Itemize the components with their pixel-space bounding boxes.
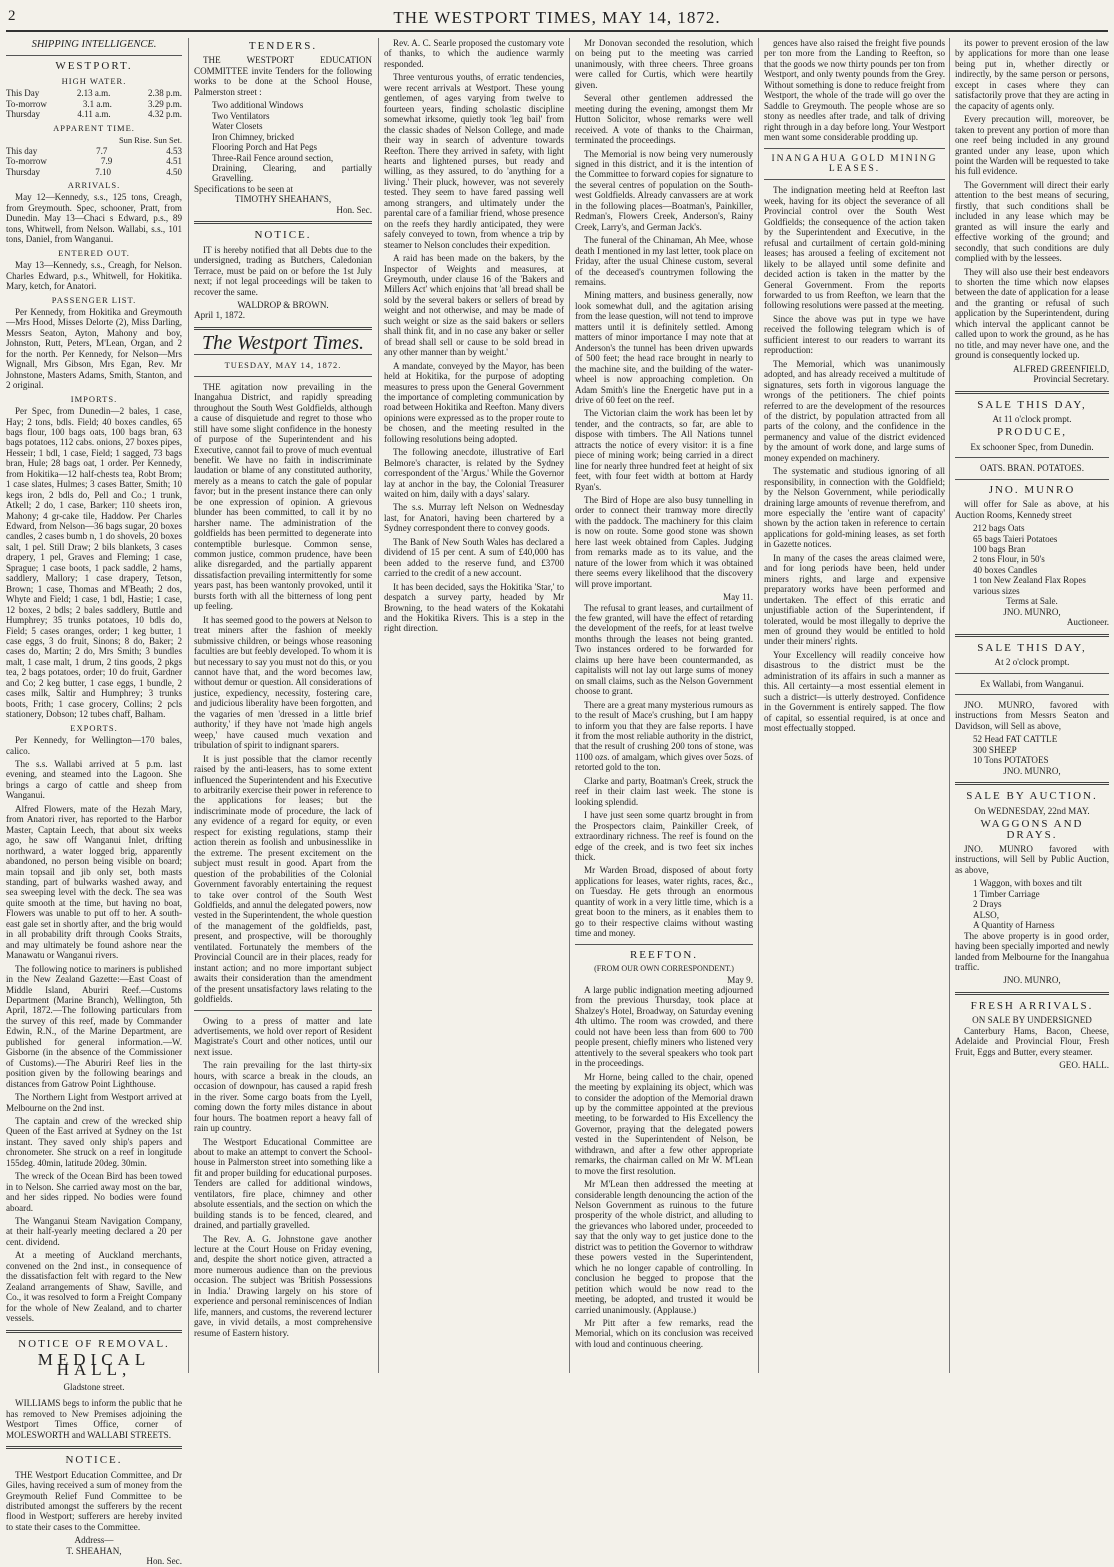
arrivals-text: May 12—Kennedy, s.s., 125 tons, Creagh, from Greymouth. Spec, schooner, Pratt, from Dunedin. May 13—Chaci s Edward, p.s., 89 tons, Whitwell, from Nelson. Wallabi, s.s., 101 tons, Daniel, from Wanganui. bbox=[6, 192, 182, 245]
sale-heading: SALE THIS DAY, bbox=[977, 398, 1087, 411]
tide-row: To-morrow 3.1 a.m. 3.29 p.m. bbox=[6, 98, 182, 109]
reefton-paragraph: The funeral of the Chinaman, Ah Mee, whose death I mentioned in my last letter, took place on Friday, after the usual Chinese custom, several of the deceased's countrymen following the remains. bbox=[575, 235, 753, 287]
shipping-news: The Northern Light from Westport arrived at Melbourne on the 2nd inst. bbox=[6, 1092, 182, 1113]
editorial-paragraph: Owing to a press of matter and late advertisements, we hold over report of Resident Magistrate's Court and other notices, until our next issue. bbox=[194, 1015, 372, 1057]
port-heading: WESTPORT. bbox=[55, 60, 133, 73]
column-divider bbox=[949, 38, 950, 1373]
tender-item: Flooring Porch and Hat Pegs bbox=[212, 142, 318, 153]
fresh-arrivals-heading: FRESH ARRIVALS. bbox=[970, 999, 1094, 1012]
tide-row: This Day 2.13 a.m. 2.38 p.m. bbox=[6, 88, 182, 99]
reefton-paragraph: Mr Horne, being called to the chair, opened the meeting by explaining its object, which was to consider the adoption of the Memorial drawn up by the committee appointed at the previous meeting, to be forwarded to His Excellency the Governor, praying that the delegated powers vested in the Superintendent of Nelson, be withdrawn, and after a few other appropriate remarks, the chairman called on Mr W. M'Lean to move the first resolution. bbox=[575, 1071, 753, 1176]
relief-notice-body: THE Westport Education Committee, and Dr Giles, having received a sum of money from the Greymouth Relief Fund Committee to be distributed amongst the sufferers by the recent flood in Westport; sufferers are hereby invited to state their cases to the Committee. bbox=[6, 1469, 182, 1532]
lot-list bbox=[955, 734, 1109, 765]
paper-name: The Westport Times. bbox=[201, 331, 365, 354]
debts-notice-body: IT is hereby notified that all Debts due to the undersigned, trading as Butchers, Caledonian Terrace, must be paid on or before the 1st July next; if not legal proceedings will be taken to recover the same. bbox=[194, 244, 372, 297]
editorial-paragraph: THE agitation now prevailing in the Inangahua District, and rapidly spreading throughout the South West Goldfields, although a cause of disquietude and regret to those who still have some slight confidence in the honesty of purpose of the Superintendent and his Executive, cannot fail to prove of much eventual benefit. We have no faith in indiscriminate laudation or blame of any constituted authority, merely as a means to catch the gale of popular favor; but in the present instance there can only be one expression of opinion. A grievous blunder has been committed, to call it by no harsher name. The administration of the goldfields has been permitted to degenerate into contemptible burlesque. Common sense, common justice, common prudence, have been alike disregarded, and the partially apparent dissatisfaction prevailing intermittently for some years past, has been wantonly provoked, until it bursts forth with all the bitterness of long pent up feeling. bbox=[194, 381, 372, 612]
sale-terms: Terms at Sale. bbox=[1006, 596, 1058, 607]
shipping-news: The Wanganui Steam Navigation Company, at their half-yearly meeting declared a 20 per cent. dividend. bbox=[6, 1216, 182, 1247]
news-paragraph: Every precaution will, moreover, be taken to prevent any portion of more than one reef being included in any ground granted under any lease, upon which point the Warden will be requested to take his full evidence. bbox=[955, 114, 1109, 177]
editorial-date: TUESDAY, MAY 14, 1872. bbox=[224, 360, 342, 371]
editorial-paragraph: The Westport Educational Committee are about to make an attempt to convert the School-house in Palmerston street into something like a fit and proper building for educational purposes. Tenders are called for additional windows, ventilators, fire place, chimney and other absolute essentials, and the section on which the building stands is to be fenced, cleared, and drained, and partially gravelled. bbox=[194, 1136, 372, 1231]
correspondent-note: (FROM OUR OWN CORRESPONDENT.) bbox=[594, 964, 734, 974]
lot-item: ALSO, bbox=[973, 909, 1000, 920]
lot-item: 212 bags Oats bbox=[973, 523, 1025, 534]
reefton-paragraph: Mr Donovan seconded the resolution, which on being put to the meeting was carried unanimously, with three cheers. Three groans were called for Curtis, which were heartily given. bbox=[575, 38, 753, 90]
entered-text: May 13—Kennedy, s.s., Creagh, for Nelson. Charles Edward, p.s., Whitwell, for Hokitika. Mary, ketch, for Anatori. bbox=[6, 260, 182, 292]
column-tenders-editorial bbox=[194, 38, 372, 1373]
column-gold-leases bbox=[764, 38, 945, 1373]
removal-street: Gladstone street. bbox=[63, 1381, 125, 1392]
news-paragraph: The indignation meeting held at Reefton last week, having for its object the severance of all Provincial control over the South West Goldfields; the consequence of the action taken by the Superintendent and Executive, in the refusal and curtailment of certain gold-mining leases; has aroused a feeling of excitement not likely to be allayed until some definite and decided action is taken in the matter by the General Government. From the reports forwarded to us from Reefton, we learn that the following resolutions were passed at the meeting. bbox=[764, 185, 945, 311]
wagons-heading: WAGGONS AND DRAYS. bbox=[980, 818, 1084, 841]
reefton-paragraph: Several other gentlemen addressed the meeting during the evening, amongst them Mr Hutton Solicitor, whose remarks were well received. A vote of thanks to the Chairman, terminated the proceedings. bbox=[575, 93, 753, 146]
exports-text: Per Kennedy, for Wellington—170 bales, calico. bbox=[6, 735, 182, 756]
tender-item: Two Ventilators bbox=[212, 110, 270, 121]
column-divider bbox=[378, 38, 379, 1373]
lot-item: 2 tons Flour, in 50's bbox=[973, 554, 1045, 565]
fresh-body: Canterbury Hams, Bacon, Cheese, Adelaide and Provincial Flour, Fresh Fruit, Eggs and Butter, every steamer. bbox=[955, 1025, 1109, 1057]
relief-address: Address— bbox=[74, 1535, 114, 1546]
reefton-paragraph: The Memorial is now being very numerously signed in this district, and it is the intention of the Committee to forward copies for signature to the several centres of population on the South-west Goldfields. Already canvassers are at work in the following places—Boatman's, Painkiller, Redman's, Flowers Creek, Anderson's, Rainy Creek, Larry's, and German Jack's. bbox=[575, 148, 753, 232]
tenders-name: TIMOTHY SHEAHAN'S, bbox=[234, 194, 332, 205]
imports-text: Per Spec, from Dunedin—2 bales, 1 case, Hay; 2 tons, bdls. Field; 40 boxes candles, 65 bags flour, 100 bags oats, 100 bags bran, 63 bags potatoes, 112 cabs. onions, 27 boxes pipes, Hesseir; 1 bdl, 1 case, Field; 1 sagged, 73 bags bran, Hule; 28 bags oat, 1 order. Per Kennedy, from Hokitika—12 half-chests tea, Robt Brom; 1 case slates, Hulmes; 3 cases Batter, Smith; 10 kegs iron, 2 bdls do, Pell and Co.; 1 trunk, Atkell; 2 do, 1 case, Barker; 110 sheets iron, Mahony; 4 gr-cake tile, Haddow. Per Charles Edward, from Nelson—36 bags sugar, 20 boxes candles, 2 cases bumb n, 1 do shovels, 20 boxes salt, 1 pel. Still Draw; 2 bils blankets, 3 cases drapery, 1 pel, Graves and Fleming; 1 case, Sprague; 1 case boots, 1 pack saddle, 2 hams, saddlery, Mallory; 1 case drapery, Tetson, Brown; 1 case, Thomas and M'Beath; 2 dos, Whyte and Field; 1 case, 1 bdl, Hastie; 1 case, 12 boxes, 2 bdls; 2 bales saddlery, Buttle and Humphrey; 35 trunks potatoes, 10 bdls do, Field; 5 cases oranges, order; 1 keg butter, 1 case eggs, 3 do fruit, Sinons; 8 do, Baker; 2 cases do, Martin; 2 do, Mrs Smith; 3 bundles malt, 1 case malt, 1 drum, 2 tins goods, 2 pkgs tea, 2 bags potatoes, order; 10 do fruit, Gardner and Co; 2 keg butter, 1 case eggs, 1 bundle, 2 cases milk, Saltir and Humphrey; 3 trunks boots, Frith; 1 case grocery, Collins; 2 pcls stationery, Dobson; 12 tubes chaff, Balham. bbox=[6, 406, 182, 720]
editorial-paragraph: It has seemed good to the powers at Nelson to treat miners after the fashion of meekly submissive children, or beings whose reasoning faculties are but feebly developed. To whom it is but necessary to say you must not do this, or you cannot have that, and the word becomes law, without demur or question. All considerations of justice, expediency, necessity, fostering care, and judicious liberality have been forgotten, and the vagaries of men 'dressed in a little brief authority,' if they have not 'made high angels weep,' have caused much vexation and tribulation of spirit to indignant sparers. bbox=[194, 614, 372, 751]
auction-body: JNO. MUNRO favored with instructions, will Sell by Public Auction, as above, bbox=[955, 844, 1109, 875]
apparent-time-cols: Sun Rise. Sun Set. bbox=[118, 135, 182, 146]
shipping-news: The captain and crew of the wrecked ship Queen of the East arrived at Sydney on the 1st instant. They saved only ship's papers and chronometer. She struck on a reef in longitude 155deg. 40min, latitude 20deg. 30min. bbox=[6, 1115, 182, 1168]
tenders-heading: TENDERS. bbox=[248, 40, 318, 52]
debts-date: April 1, 1872. bbox=[194, 310, 246, 321]
masthead bbox=[0, 0, 1114, 40]
editorial-paragraph: The Rev. A. G. Johnstone gave another lecture at the Court House on Friday evening, and, despite the short notice given, attracted a more numerous audience than on the previous occasion. The subject was 'British Possessions in India.' Drawing largely on his store of experience and personal reminiscences of Indian life, manners, and customs, the reverend lecturer gave, in vivid details, a most comprehensive resume of Eastern history. bbox=[194, 1233, 372, 1338]
auction-date: On WEDNESDAY, 22nd MAY. bbox=[974, 805, 1090, 816]
fresh-signature: GEO. HALL. bbox=[1059, 1060, 1109, 1071]
lot-item: 52 Head FAT CATTLE bbox=[973, 734, 1058, 745]
news-paragraph: Three venturous youths, of erratic tendencies, were recent arrivals at Westport. These young gentlemen, of ages varying from twelve to fourteen years, finding scholastic discipline somewhat irksome, quietly took 'leg bail' from the classic shades of Nelson College, and made their way in search of adventure towards Reefton. There they arrived in safety, with light hearts and lightened purses, but ready and willing, as they assured, to do 'anything for a living.' Their pluck, however, was not severely tested. They seem to have fared passing well among strangers, and ultimately under the parental care of a familiar friend, whose presence on the reefs they hardly anticipated, they were safely conveyed to town, from whence a trip by steamer to Nelson concludes their expedition. bbox=[384, 72, 564, 250]
tenders-intro: THE WESTPORT EDUCATION COMMITTEE invite Tenders for the following works to be done at the School House, Palmerston street : bbox=[194, 55, 372, 97]
sale-time: At 2 o'clock prompt. bbox=[994, 657, 1070, 668]
fresh-sub: ON SALE BY UNDERSIGNED bbox=[972, 1015, 1092, 1026]
lot-item: A Quantity of Harness bbox=[973, 920, 1055, 931]
sun-row: Thursday 7.10 4.50 bbox=[6, 166, 182, 177]
apparent-time-heading: APPARENT TIME. bbox=[53, 122, 135, 133]
reefton-paragraph: Mr Pitt after a few remarks, read the Memorial, which on its conclusion was received with loud and continuous cheering. bbox=[575, 1318, 753, 1349]
tender-item: Three-Rail Fence around section, bbox=[212, 152, 334, 163]
auctioneer: JNO. MUNRO, bbox=[1003, 975, 1061, 986]
section-heading: SHIPPING INTELLIGENCE. bbox=[31, 39, 157, 50]
news-paragraph: The Bank of New South Wales has declared a dividend of 15 per cent. A sum of £40,000 has been added to the reserve fund, and £3700 carried to the credit of a new account. bbox=[384, 536, 564, 579]
reefton-paragraph: A large public indignation meeting adjourned from the previous Thursday, took place at Shalzey's Hotel, Broadway, on Saturday evening 4th ultimo. The room was crowded, and there could not have been less than from 600 to 700 people present, chiefly miners who listened very attentively to the several speakers who took part in the proceedings. bbox=[575, 984, 753, 1069]
lot-item: 10 Tons POTATOES bbox=[973, 755, 1049, 766]
column-divider bbox=[188, 38, 189, 1373]
gold-leases-heading: INANGAHUA GOLD MINING LEASES. bbox=[771, 153, 938, 174]
page-number: 2 bbox=[8, 8, 16, 24]
medical-hall-title: MEDICAL HALL, bbox=[37, 1350, 151, 1380]
imports-heading: IMPORTS. bbox=[70, 393, 118, 404]
shipping-news: At a meeting of Auckland merchants, convened on the 2nd inst., in consequence of the dissatisfaction felt with regard to the New Zealand arrangements of Shaw, Saville, and Co., it was resolved to form a Freight Company for the whole of New Zealand, and to charter vessels. bbox=[6, 1250, 182, 1324]
lot-list bbox=[955, 878, 1109, 930]
sale-heading: SALE THIS DAY, bbox=[977, 641, 1087, 654]
dateline: May 11. bbox=[723, 592, 753, 603]
column-divider bbox=[569, 38, 570, 1373]
tenders-list bbox=[194, 100, 372, 184]
relief-notice-heading: NOTICE. bbox=[65, 1454, 123, 1467]
news-paragraph: In many of the cases the areas claimed were, and for long periods have been, held under miners rights, and large and expensive preparatory works have been performed and undertaken. The effect of this erratic and unjustifiable action of the Superintendent, if tolerated, would be most illegally to deprive the men of ground they would be entitled to hold under their miners' rights. bbox=[764, 552, 945, 647]
tenders-role: Hon. Sec. bbox=[336, 204, 372, 215]
news-paragraph: They will also use their best endeavors to shorten the time which now elapses between the date of application for a lease and the granting or refusal of such application by the Superintendent, during which interval the applicant cannot be called upon to work the ground, as he has no title, and may never have one, and the ground is consequently locked up. bbox=[955, 266, 1109, 361]
auctioneer: JNO. MUNRO, bbox=[1003, 765, 1061, 776]
news-paragraph: A raid has been made on the bakers, by the Inspector of Weights and measures, at Greymouth, under clause 16 of the 'Bakers and Millers Act' which enjoins that 'all bread shall be sold by the several bakers or sellers of bread by weight and not otherwise, and may be made of such weight or size as the said bakers or sellers shall think fit, and in no case any baker or seller of bread shall sell or cause to be sold bread in any other manner than by weight.' bbox=[384, 253, 564, 358]
news-paragraph: its power to prevent erosion of the law by applications for more than one lease being put in, whether directly or indirectly, by the same person or persons, except in cases where they can satisfactorily prove that they are acting in the capacity of agents only. bbox=[955, 38, 1109, 111]
tender-item: Iron Chimney, bricked bbox=[212, 131, 294, 142]
news-paragraph: The s.s. Murray left Nelson on Wednesday last, for Anatori, having been chartered by a Sydney correspondent there to convey goods. bbox=[384, 502, 564, 534]
news-paragraph: The systematic and studious ignoring of all responsibility, in connection with the Goldfield; by the Nelson Government, while periodically draining large amounts of revenue therefrom, and more especially the 'entire want of capacity' shown by the action taken in reference to certain applications for gold-mining leases, as set forth in Gazette notices. bbox=[764, 466, 945, 550]
news-paragraph: The Government will direct their early attention to the best means of securing, firstly, that such conditions shall be included in any lease which may be granted as will insure the early and effective working of the ground; and secondly, that such conditions are duly complied with by the lessees. bbox=[955, 179, 1109, 264]
lot-item: 1 Waggon, with boxes and tilt bbox=[973, 878, 1082, 889]
exports-heading: EXPORTS. bbox=[70, 722, 118, 733]
passenger-heading: PASSENGER LIST. bbox=[51, 294, 137, 305]
reefton-paragraph: The Victorian claim the work has been let by tender, and the contracts, so far, are able to dispose with timbers. The All Nations tunnel attracts the notice of every visitor: it is a fine piece of mining work; being carried in a direct line for nearly three hundred feet at height of six feet, with four feet width at bottom at Hardy Ryan's. bbox=[575, 408, 753, 492]
news-paragraph: Since the above was put in type we have received the following telegram which is of sufficient interest to our readers to warrant its reproduction: bbox=[764, 313, 945, 356]
news-paragraph: The following anecdote, illustrative of Earl Belmore's character, is related by the Sydney correspondent of the 'Argus.' While the Governor lay at anchor in the bay, the Colonial Treasurer waited on him, daily with a days' salary. bbox=[384, 447, 564, 500]
news-paragraph: gences have also raised the freight five pounds per ton more from the Landing to Reefton, so that the goods we now thirty pounds per ton from Westport, and only twenty pounds from the Grey. Without something is done to reduce freight from Westport, the whole of the trade will go over the Saddle to Greymouth. The people whose are so stony as needles after trade, and talk of driving right through in a day before long. Your Westport men want some considerable prodding up. bbox=[764, 38, 945, 143]
column-local-news bbox=[384, 38, 564, 1373]
produce-heading: PRODUCE, bbox=[996, 426, 1068, 439]
lot-item: 100 bags Bran bbox=[973, 544, 1026, 555]
reefton-paragraph: The refusal to grant leases, and curtailment of the few granted, will have the effect of retarding the development of the reefs, for at least twelve months through the leases not being granted. Two instances ordered to be forwarded for claims up here have been countermanded, as capitalists will not lay out large sums of money on small claims, such as the Nelson Government choose to grant. bbox=[575, 602, 753, 697]
auctioneer: JNO. MUNRO, bbox=[1003, 606, 1061, 617]
column-shipping bbox=[6, 38, 182, 1567]
news-paragraph: Rev. A. C. Searle proposed the customary vote of thanks, to which the audience warmly responded. bbox=[384, 38, 564, 69]
relief-signature: T. SHEAHAN, bbox=[66, 1545, 122, 1556]
oats-line: OATS. BRAN. POTATOES. bbox=[980, 463, 1084, 474]
reefton-paragraph: Clarke and party, Boatman's Creek, struck the reef in their claim last week. The stone is looking splendid. bbox=[575, 775, 753, 807]
editorial-paragraph: The rain prevailing for the last thirty-six hours, with scarce a break in the clouds, an occasion of downpour, has caused a rapid fresh in the river. Some cargo boats from the Lyell, coming down the forty miles distance in about four hours. The boatmen report a heavy fall of rain up country. bbox=[194, 1060, 372, 1134]
news-paragraph: The Memorial, which was unanimously adopted, and has already received a multitude of signatures, sets forth in vigorous language the wrongs of the petitioners. The chief points referred to are the development of the resources of the district, by population attracted from all parts of the colony, and the confidence in the permanency and value of the district evidenced by the amount of work done, and large sums of money expended on machinery. bbox=[764, 358, 945, 463]
reefton-paragraph: Mr Warden Broad, disposed of about forty applications for leases, water rights, races, &c., on Tuesday. He gets through an enormous quantity of work in a very little time, which is a great boon to the miners, as it enables them to go to their respective claims without wasting time and money. bbox=[575, 865, 753, 939]
removal-heading: NOTICE OF REMOVAL. bbox=[18, 1337, 170, 1350]
lot-item: 300 SHEEP bbox=[973, 744, 1017, 755]
signature-role: Provincial Secretary. bbox=[1033, 374, 1109, 385]
high-water-heading: HIGH WATER. bbox=[61, 75, 127, 86]
lot-item: 40 boxes Candles bbox=[973, 564, 1038, 575]
passenger-text: Per Kennedy, from Hokitika and Greymouth—Mrs Hood, Misses Delorte (2), Miss Darling, Messrs Seaton, Ayton, Mahony and boy, Johnston, Rutt, Peters, M'Lean, Organ, and 2 for the north. Per Kennedy, for Nelson—Mrs Wignall, Mrs Gibson, Mrs Egan, Rev. Mr Johnstone, Masters Adams, Smith, Stanton, and 2 original. bbox=[6, 306, 182, 391]
dateline: May 9. bbox=[727, 974, 753, 985]
entered-heading: ENTERED OUT. bbox=[58, 247, 130, 258]
sale-body: will offer for Sale as above, at his Auction Rooms, Kennedy street bbox=[955, 499, 1109, 520]
reefton-heading: REEFTON. bbox=[629, 948, 699, 961]
column-advertisements bbox=[955, 38, 1109, 1373]
shipping-news: The following notice to mariners is published in the New Zealand Gazette:—East Coast of Middle Island, Aburiri Reef.—Customs Department (Marine Branch), Wellington, 5th April, 1872.—The following particulars from the survey of this reef, made by Commander Edwin, R.N., of the Marine Department, are published for general information.—W. Gisborne (in the absence of the Commissioner of Customs).—The Aburiri Reef lies in the position given by the following bearings and distances from Gatrow Point Lighthouse. bbox=[6, 963, 182, 1089]
removal-body: WILLIAMS begs to inform the public that he has removed to New Premises adjoining the Westport Times Office, corner of MOLESWORTH and WALLABI STREETS. bbox=[6, 1398, 182, 1440]
editorial-paragraph: It is just possible that the clamor recently raised by the anti-leasers, has to some extent influenced the Superintendent and his Executive to arbitrarily exercise their power in reference to the applications for leases; but the indiscriminate mode of procedure, the lack of any evidence of a regard for equity, or even respect for existing regulations, stamp their action therein as foolish and unbusinesslike in the extreme. The present excitement on the subject must result in good. Apart from the question of the probabilities of the Colonial Government favorably entertaining the request to take over control of the South West Goldfields, and annul the delegated powers, now vested in the Superintendent, the whole question of the management of the goldfields, past, present, and prospective, will be thoroughly ventilated. Fortunately the members of the Provincial Council are in their places, ready for instant action; and no more important subject awaits their consideration than the amendment of the present unsatisfactory laws relating to the goldfields. bbox=[194, 753, 372, 1005]
shipping-news: Alfred Flowers, mate of the Hezah Mary, from Anatori river, has reported to the Harbor Master, Captain Leech, that about six weeks ago, he saw off Wanganui Inlet, drifting northward, a water logged brig, apparently abandoned, no person being visible on board; main topsail and jib only set, both masts standing, part of bulwarks washed away, and sea sweeping level with the deck. The sea was quite smooth at the time, but having no boat, Flowers was unable to put off to her. A south-east gale set in shortly after, and the brig would in all probability drift through Cooks Straits, and may ultimately be found ashore near the Manawatu or Wanganui rivers. bbox=[6, 803, 182, 961]
sale-sub: Ex Wallabi, from Wanganui. bbox=[980, 678, 1084, 689]
shipping-news: The wreck of the Ocean Bird has been towed in to Nelson. She carried away most on the bar, and her sides ripped. No bodies were found aboard. bbox=[6, 1171, 182, 1213]
auction-heading: SALE BY AUCTION. bbox=[966, 790, 1098, 803]
news-paragraph: It has been decided, says the Hokitika 'Star,' to despatch a survey party, headed by Mr Browning, to the head waters of the Kokatahi and the Hokitika Rivers. This is a step in the right direction. bbox=[384, 581, 564, 634]
reefton-paragraph: The Bird of Hope are also busy tunnelling in order to connect their tramway more directly with the paddock. The machinery for this claim is now on route. Some good stone was shown here last week obtained from Caples. Judging from remarks made as to its value, and the nature of the lower from which it was obtained there seems every likelihood that the discovery will prove important. bbox=[575, 495, 753, 589]
column-reefton bbox=[575, 38, 753, 1373]
tender-item: Draining, Clearing, and partially Gravelling. bbox=[212, 162, 372, 184]
tenders-specs: Specifications to be seen at bbox=[194, 183, 293, 194]
sale-body: JNO. MUNRO, favored with instructions from Messrs Seaton and Davidson, will Sell as above, bbox=[955, 700, 1109, 731]
lot-item: 65 bags Taieri Potatoes bbox=[973, 533, 1058, 544]
newspaper-title: THE WESTPORT TIMES, MAY 14, 1872. bbox=[393, 8, 721, 27]
sun-row: This day 7.7 4.53 bbox=[6, 145, 182, 156]
debts-firm: WALDROP & BROWN. bbox=[237, 299, 329, 310]
shipping-news: The s.s. Wallabi arrived at 5 p.m. last evening, and steamed into the Lagoon. She brings a cargo of cattle and sheep from Wanganui. bbox=[6, 759, 182, 801]
reefton-paragraph: I have just seen some quartz brought in from the Prospectors claim, Painkiller Creek, of extraordinary richness. The reef is found on the edge of the creek, and is two feet six inches thick. bbox=[575, 810, 753, 862]
auction-note: The above property is in good order, having been specially imported and newly landed from Melbourne for the Inangahua traffic. bbox=[955, 930, 1109, 972]
reefton-paragraph: Mining matters, and business generally, now look somewhat dull, and the agitation arising from the lease question, will not tend to improve matters until it is definitely settled. Among matters of minor importance I may note that at Anderson's the tunnel has been driven upwards of 500 feet; the head race brought in nearly to the machine site, and the building of the water-wheel is now approaching completion. On Adam Smith's line the Energetic have put in a drive of 60 feet on the reef. bbox=[575, 290, 753, 405]
lot-item: 1 ton New Zealand Flax Ropes bbox=[973, 575, 1086, 586]
produce-sub: Ex schooner Spec, from Dunedin. bbox=[970, 441, 1094, 452]
tender-item: Water Closets bbox=[212, 121, 263, 132]
lot-item: 1 Timber Carriage bbox=[973, 888, 1040, 899]
news-paragraph: Your Excellency will readily conceive how disastrous to the district must be the administration of its affairs in such a manner as this. All certainty—a most essential element in such a district—is utterly destroyed. Confidence in the Government is entirely sapped. The flow of capital, so essential required, is at once and most effectually stopped. bbox=[764, 649, 945, 734]
column-divider bbox=[758, 38, 759, 1373]
sale-time: At 11 o'clock prompt. bbox=[992, 413, 1072, 424]
tender-item: Two additional Windows bbox=[212, 100, 304, 111]
auctioneer-name: JNO. MUNRO bbox=[988, 483, 1076, 496]
reefton-paragraph: Mr M'Lean then addressed the meeting at considerable length denouncing the action of the Nelson Government as ruinous to the future prosperity of the whole district, and alluding to the grievances who labored under, proceeded to say that the only way to get justice done to the district was to petition the Governor to withdraw these powers vested in the Superintendent, which he no longer capable of controlling. In conclusion he begged to propose that the petition which would be now read to the meeting, be adopted, and trusted it would be carried unanimously. (Applause.) bbox=[575, 1179, 753, 1315]
debts-notice-heading: NOTICE. bbox=[254, 229, 312, 242]
news-paragraph: A mandate, conveyed by the Mayor, has been held at Hokitika, for the purpose of adopting measures to press upon the General Government the importance of completing communication by road between Hokitika and Reefton. Many divers opinions were expressed as to the proper route to be chosen, and the meeting resulted in the following resolutions being adopted. bbox=[384, 360, 564, 444]
sun-row: To-morrow 7.9 4.51 bbox=[6, 156, 182, 167]
auctioneer-role: Auctioneer. bbox=[1066, 617, 1109, 628]
signature: ALFRED GREENFIELD, bbox=[1013, 363, 1109, 374]
masthead-rule bbox=[6, 30, 1108, 32]
lot-item: various sizes bbox=[973, 585, 1020, 596]
reefton-paragraph: There are a great many mysterious rumours as to the result of Mace's crushing, but I am happy to inform you that they are false reports. I have it from the most reliable authority in the district, that the result of crushing 200 tons of stone, was 1100 ozs. of amalgam, which gives over 5ozs. of retorted gold to the ton. bbox=[575, 699, 753, 773]
tide-row: Thursday 4.11 a.m. 4.32 p.m. bbox=[6, 109, 182, 120]
arrivals-heading: ARRIVALS. bbox=[67, 179, 121, 190]
lot-item: 2 Drays bbox=[973, 899, 1002, 910]
lot-list bbox=[955, 523, 1109, 596]
relief-role: Hon. Sec. bbox=[146, 1556, 182, 1567]
